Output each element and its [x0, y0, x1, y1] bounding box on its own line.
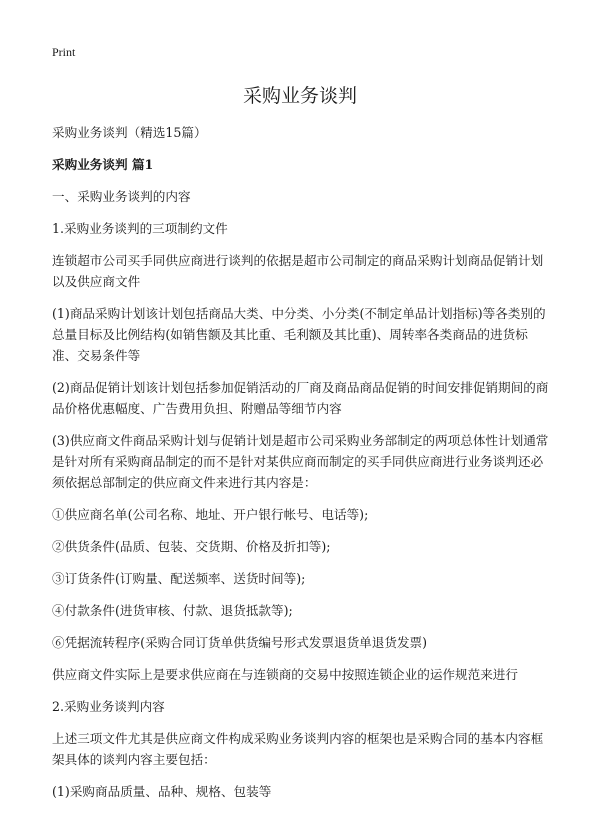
paragraph: ①供应商名单(公司名称、地址、开户银行帐号、电话等);: [52, 507, 369, 522]
print-label[interactable]: Print: [52, 45, 76, 59]
paragraph: 一、采购业务谈判的内容: [52, 189, 191, 204]
paragraph: 上述三项文件尤其是供应商文件构成采购业务谈判内容的框架也是采购合同的基本内容框架具体的谈判内容主要包括：: [52, 731, 544, 767]
paragraph: ③订货条件(订购量、配送频率、送货时间等);: [52, 571, 306, 586]
paragraph: 连锁超市公司买手同供应商进行谈判的依据是超市公司制定的商品采购计划商品促销计划以及供应商文件: [52, 253, 544, 289]
paragraph: 供应商文件实际上是要求供应商在与连锁商的交易中按照连锁企业的运作规范来进行: [52, 667, 518, 682]
subtitle: 采购业务谈判（精选15篇）: [52, 125, 207, 140]
document-body: [52, 122, 550, 813]
paragraph: ②供货条件(品质、包装、交货期、价格及折扣等);: [52, 539, 331, 554]
section-heading: 采购业务谈判 篇1: [52, 157, 154, 172]
paragraph: (1)采购商品质量、品种、规格、包装等: [52, 784, 272, 799]
document-title: 采购业务谈判: [242, 85, 357, 107]
paragraph: (3)供应商文件商品采购计划与促销计划是超市公司采购业务部制定的两项总体性计划通常是针对所有采购商品制定的而不是针对某供应商而制定的买手同供应商进行业务谈判还必须依据总部制定的供应商文件来进行其内容是：: [52, 433, 549, 490]
paragraph: ⑥凭据流转程序(采购合同订货单供货编号形式发票退货单退货发票): [52, 635, 428, 650]
paragraph: 1.采购业务谈判的三项制约文件: [52, 221, 228, 236]
paragraph: ④付款条件(进货审核、付款、退货抵款等);: [52, 603, 293, 618]
paragraph: (1)商品采购计划该计划包括商品大类、中分类、小分类(不制定单品计划指标)等各类别的总量目标及比例结构(如销售额及其比重、毛利额及其比重)、周转率各类商品的进货标准、交易条件等: [52, 306, 546, 363]
paragraph: (2)商品促销计划该计划包括参加促销活动的厂商及商品商品促销的时间安排促销期间的商品价格优惠幅度、广告费用负担、附赠品等细节内容: [52, 380, 549, 416]
paragraph: 2.采购业务谈判内容: [52, 699, 165, 714]
